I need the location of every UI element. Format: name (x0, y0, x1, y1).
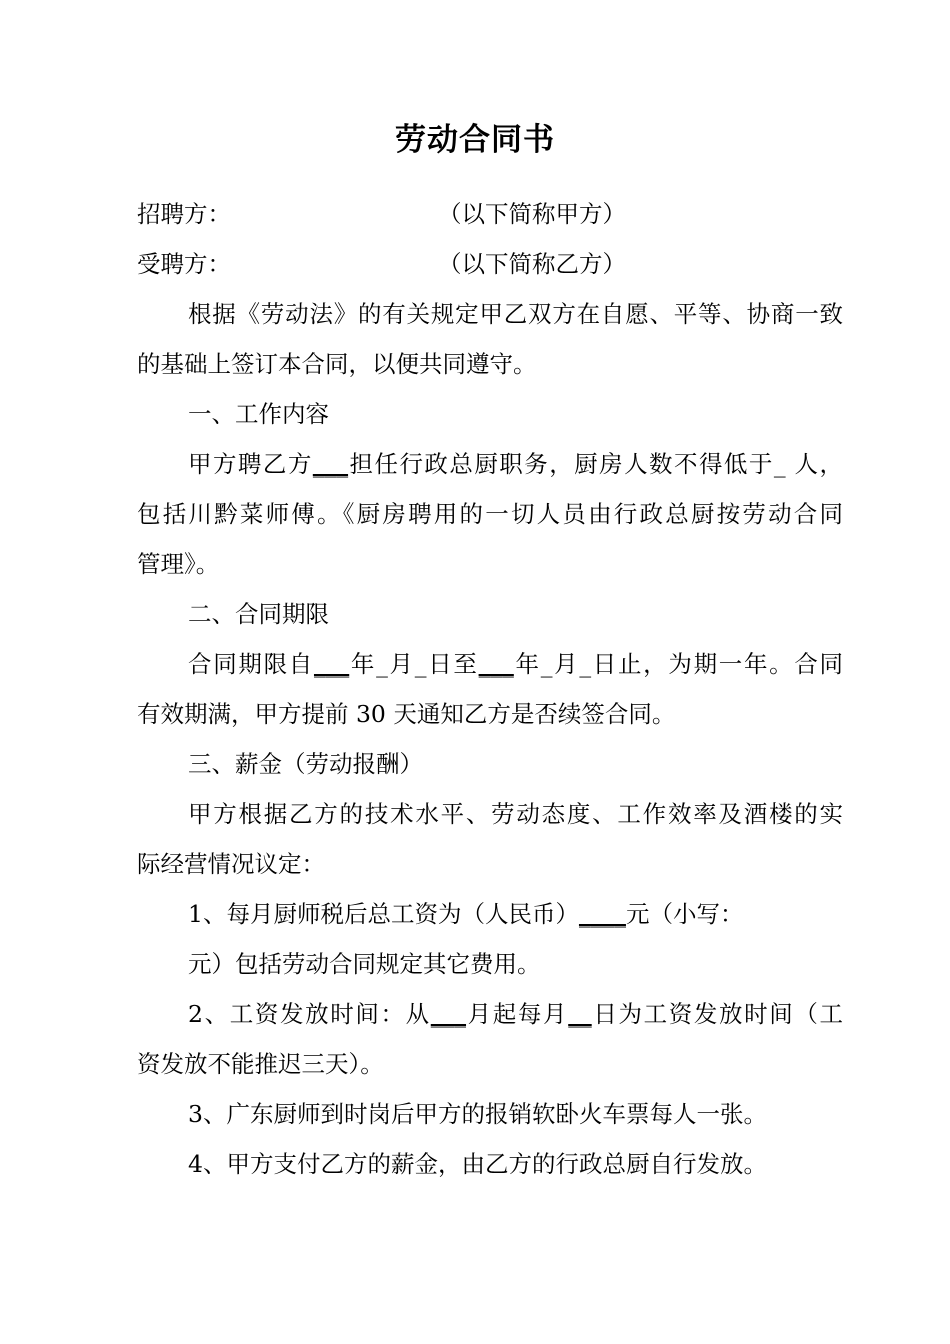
text-segment: 人， (794, 450, 844, 478)
item-1-line-1 (188, 897, 743, 931)
item-2-line-1 (188, 997, 843, 1031)
intro-line-2: 的基础上签订本合同，以便共同遵守。 (137, 350, 537, 378)
section-3-line-1: 甲方根据乙方的技术水平、劳动态度、工作效率及酒楼的实 (188, 800, 843, 828)
blank-field: ___ (430, 1000, 467, 1028)
text-segment: 月 (387, 650, 415, 678)
text-segment: 月起每月 (466, 1000, 569, 1028)
blank-field: _ (376, 650, 388, 678)
section-2-line-2: 有效期满，甲方提前 30 天通知乙方是否续签合同。 (137, 700, 676, 728)
item-1-line-2: 元）包括劳动合同规定其它费用。 (188, 950, 541, 978)
item-3: 3、广东厨师到时岗后甲方的报销软卧火车票每人一张。 (188, 1100, 767, 1128)
text-segment: 日为工资发放时间（工 (591, 1000, 844, 1028)
text-segment: 年 (349, 650, 377, 678)
blank-field: _ (540, 650, 553, 678)
section-1-line-2: 包括川黔菜师傅。《厨房聘用的一切人员由行政总厨按劳动合同 (137, 500, 843, 528)
employer-note: （以下简称甲方） (438, 200, 626, 228)
text-segment: 合同期限自 (188, 650, 314, 678)
section-1-line-3: 管理》。 (137, 550, 220, 578)
blank-field: ____ (578, 900, 626, 928)
text-segment: 日止，为期一年。合同 (591, 650, 844, 678)
blank-field: ___ (478, 650, 514, 678)
text-segment: 1、每月厨师税后总工资为（人民币） (188, 900, 579, 928)
section-3-heading: 三、薪金（劳动报酬） (188, 750, 423, 778)
text-segment: 担任行政总厨职务，厨房人数不得低于 (348, 450, 774, 478)
section-2-line-1 (188, 647, 843, 681)
section-2-heading: 二、合同期限 (188, 600, 329, 628)
section-3-line-2: 际经营情况议定： (137, 850, 325, 878)
item-4: 4、甲方支付乙方的薪金，由乙方的行政总厨自行发放。 (188, 1150, 767, 1178)
text-segment: 2、工资发放时间：从 (188, 1000, 431, 1028)
blank-field: ___ (313, 650, 350, 678)
section-1-heading: 一、工作内容 (188, 400, 329, 428)
blank-field: _ (414, 650, 427, 678)
blank-field: ___ (312, 450, 349, 478)
item-2-line-2: 资发放不能推迟三天）。 (137, 1050, 384, 1078)
section-1-line-1 (188, 447, 843, 481)
employer-label: 招聘方： (137, 200, 231, 228)
text-segment: 甲方聘乙方 (188, 450, 313, 478)
blank-field: _ (579, 650, 592, 678)
text-segment: 年 (513, 650, 541, 678)
document-title: 劳动合同书 (395, 122, 555, 158)
intro-line-1: 根据《劳动法》的有关规定甲乙双方在自愿、平等、协商一致 (188, 300, 843, 328)
blank-field: _ (773, 450, 786, 478)
text-segment: 元（小写： (625, 900, 744, 928)
text-segment: 月 (552, 650, 580, 678)
employee-label: 受聘方： (137, 250, 231, 278)
employee-note: （以下简称乙方） (438, 250, 626, 278)
blank-field: __ (568, 1000, 592, 1028)
text-segment: 日至 (426, 650, 479, 678)
